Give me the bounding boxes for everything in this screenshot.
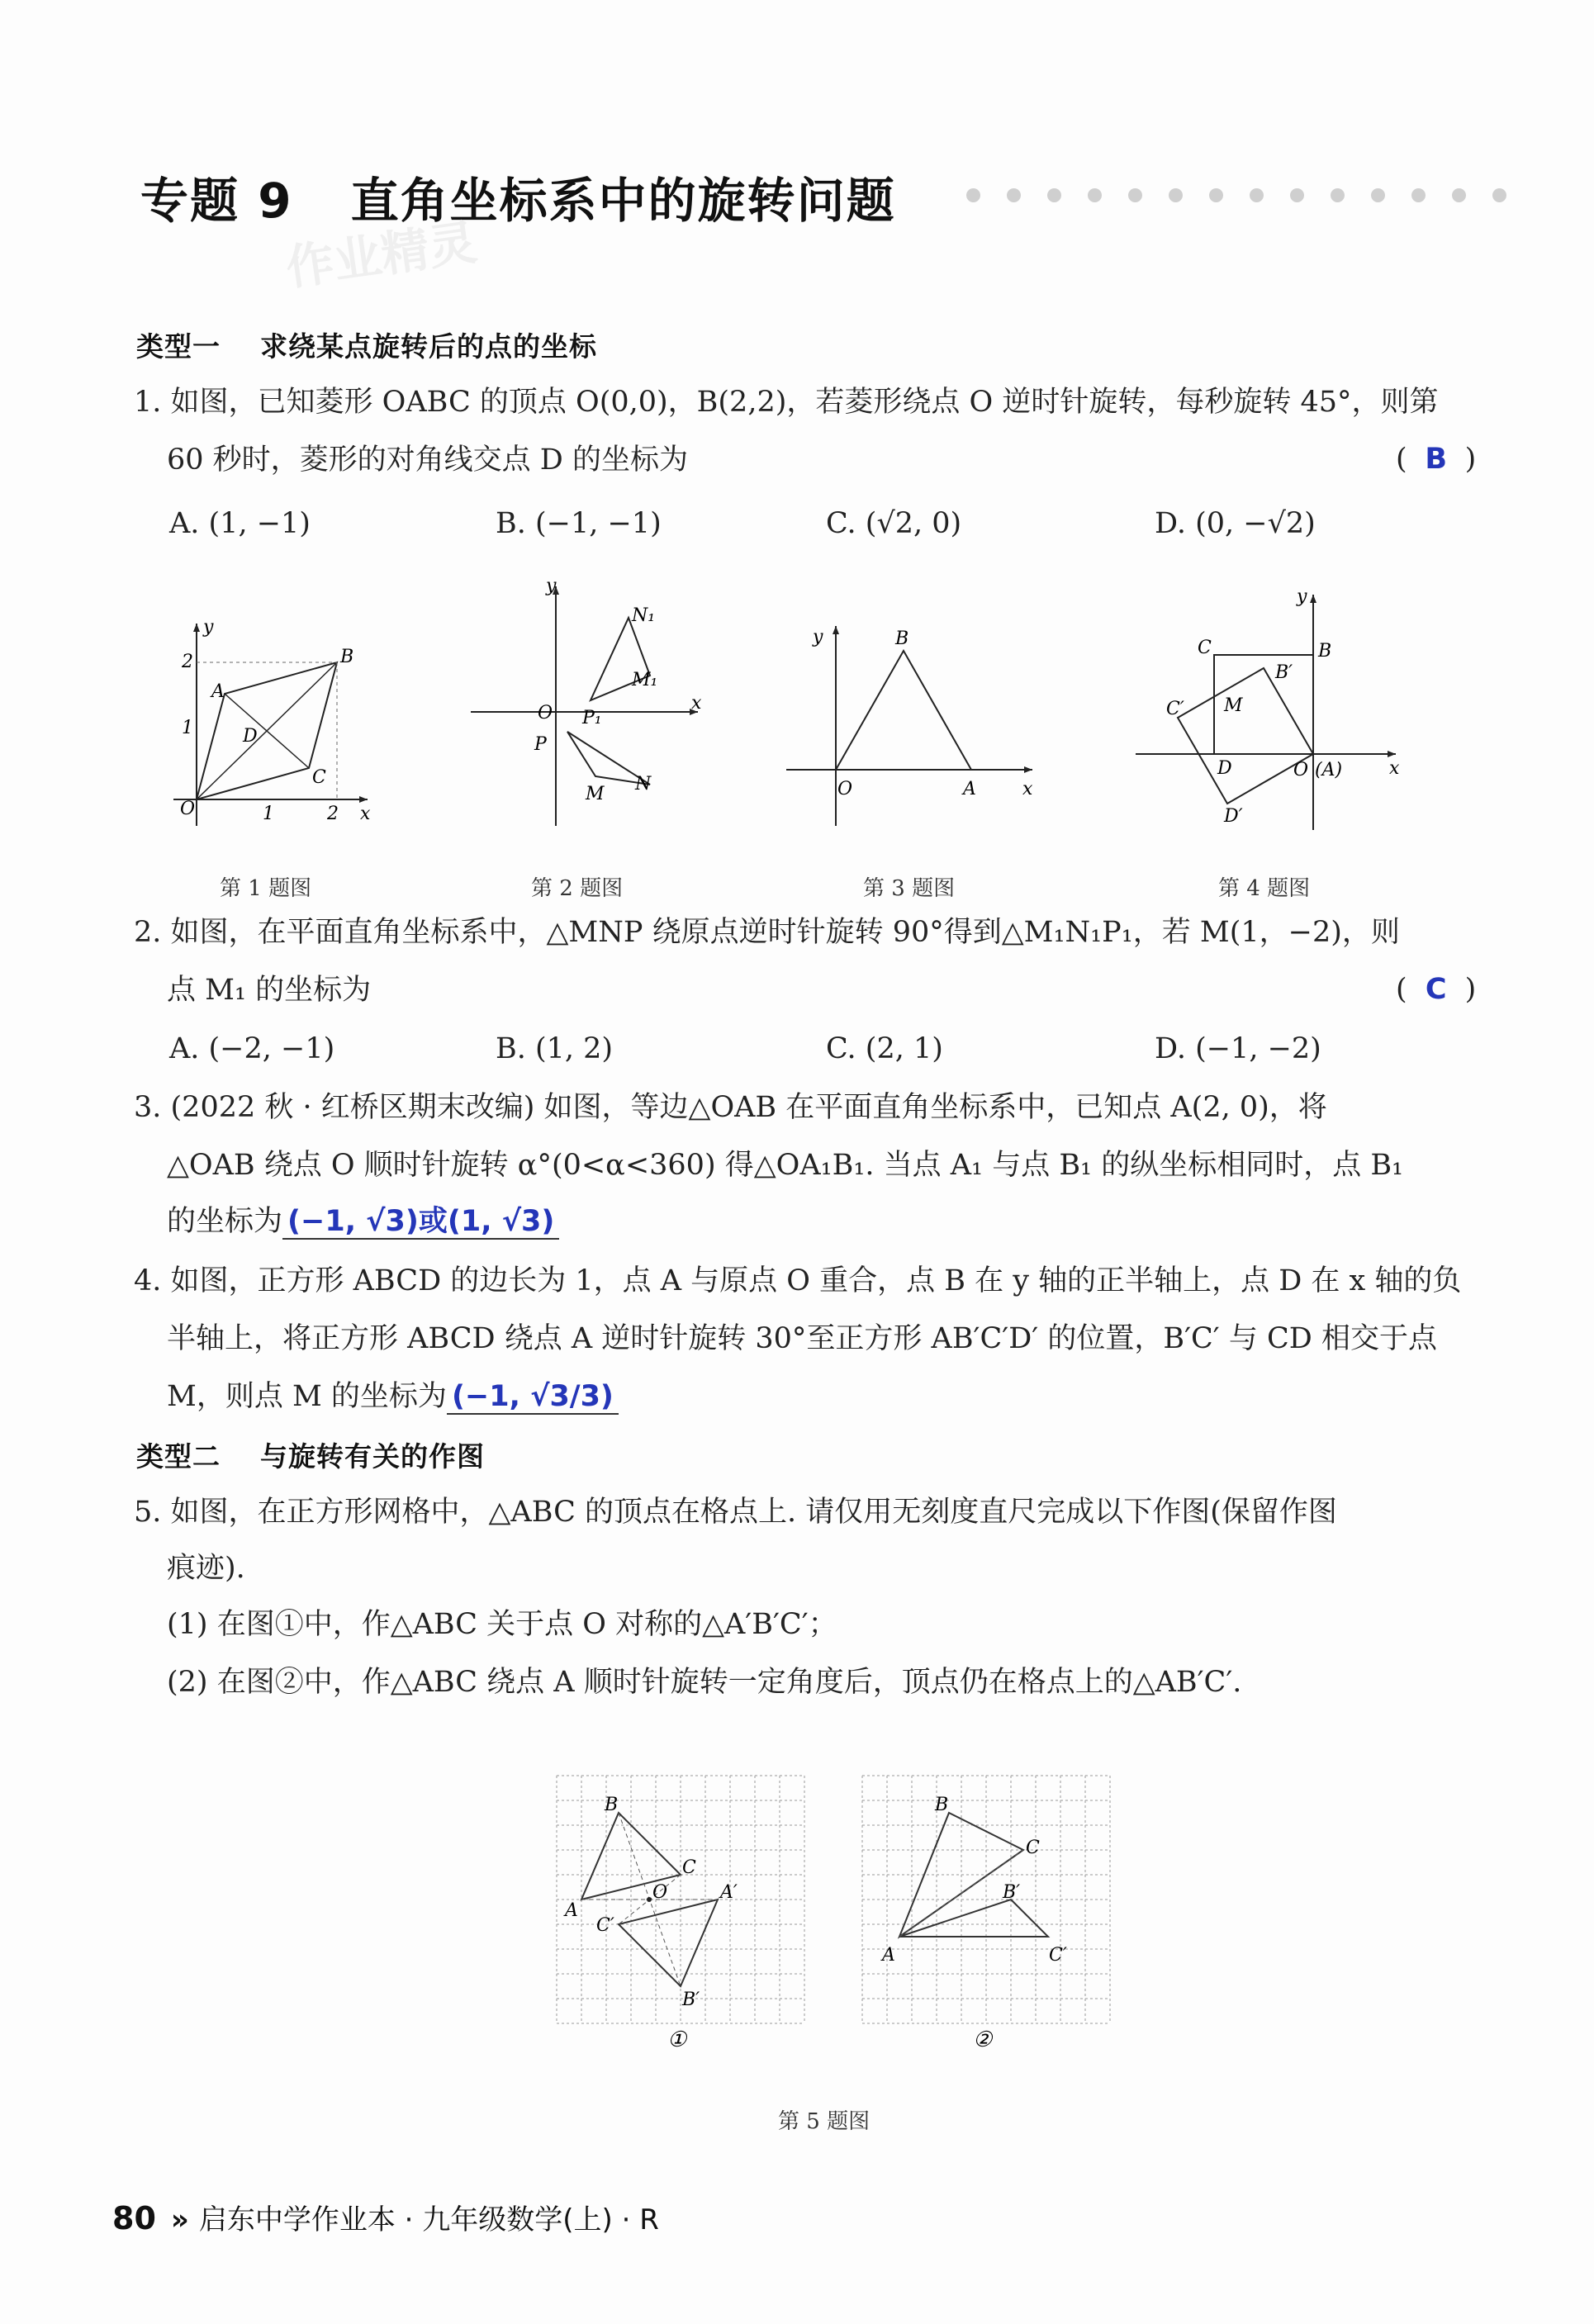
svg-text:D: D (1217, 758, 1232, 779)
title-text: 直角坐标系中的旋转问题 (350, 173, 896, 229)
figure-3-equilateral (785, 619, 1041, 834)
q5-line2: 痕迹). (167, 1552, 245, 1585)
book-title: 启东中学作业本 · 九年级数学(上) · R (198, 2203, 659, 2236)
q2-option-d: D. (−1, −2) (1155, 1032, 1321, 1065)
section-heading-1: 类型一 求绕某点旋转后的点的坐标 (136, 330, 597, 363)
figure-4-caption: 第 4 题图 (1218, 876, 1311, 901)
q2-option-b: B. (1, 2) (496, 1032, 614, 1065)
figure-1-rhombus (157, 611, 380, 834)
svg-text:O: O (837, 779, 853, 799)
svg-text:O: O (652, 1882, 668, 1903)
page-number: 80 (112, 2200, 156, 2236)
svg-text:B′: B′ (682, 1990, 700, 2010)
svg-text:C′: C′ (1166, 699, 1184, 719)
svg-text:O: O (180, 799, 196, 819)
svg-text:P₁: P₁ (582, 708, 602, 728)
svg-text:D′: D′ (1224, 806, 1243, 827)
svg-text:A: A (882, 1945, 895, 1966)
section-heading-2: 类型二 与旋转有关的作图 (136, 1440, 485, 1473)
q4-answer: (−1, √3/3) (447, 1380, 619, 1415)
q2-answer-box: ( C ) (1396, 973, 1477, 1006)
svg-text:O: O (1293, 760, 1309, 780)
svg-text:N: N (635, 774, 652, 794)
q1-option-d: D. (0, −√2) (1155, 507, 1316, 540)
svg-text:1: 1 (182, 718, 193, 738)
q4-line1: 4. 如图，正方形 ABCD 的边长为 1，点 A 与原点 O 重合，点 B 在 y 轴的正半轴上，点 D 在 x 轴的负 (134, 1264, 1462, 1297)
svg-text:2: 2 (182, 652, 193, 672)
q2-line1: 2. 如图，在平面直角坐标系中，△MNP 绕原点逆时针旋转 90°得到△M₁N₁P₁，若 M(1，−2)，则 (134, 916, 1400, 949)
svg-text:C: C (312, 767, 326, 788)
svg-text:P: P (534, 734, 547, 755)
svg-text:N₁: N₁ (632, 605, 656, 626)
svg-text:B′: B′ (1003, 1882, 1021, 1903)
svg-text:C: C (1026, 1838, 1040, 1858)
q3-line1: 3. (2022 秋 · 红桥区期末改编) 如图，等边△OAB 在平面直角坐标系中，已知点 A(2, 0)，将 (134, 1091, 1327, 1124)
q1-answer: B (1425, 443, 1447, 476)
q1-line1: 1. 如图，已知菱形 OABC 的顶点 O(0,0)，B(2,2)，若菱形绕点 O 逆时针旋转，每秒旋转 45°，则第 (134, 386, 1439, 419)
svg-text:A: A (963, 779, 976, 799)
svg-text:C: C (682, 1857, 696, 1878)
svg-text:A: A (211, 681, 225, 702)
svg-text:x: x (360, 804, 371, 824)
figure-1-caption: 第 1 题图 (220, 876, 312, 901)
watermark: 作业精灵 (282, 214, 481, 296)
figure-5-label-1: ① (667, 2028, 687, 2052)
svg-text:y: y (1297, 586, 1307, 607)
svg-text:B′: B′ (1275, 662, 1293, 683)
title-number: 专题 9 (140, 173, 293, 229)
figure-5-caption: 第 5 题图 (778, 2109, 871, 2134)
q1-option-b: B. (−1, −1) (496, 507, 662, 540)
q1-answer-box: ( B ) (1396, 443, 1477, 476)
svg-text:x: x (691, 693, 702, 714)
double-chevron-icon: » (170, 2203, 189, 2236)
svg-text:M₁: M₁ (632, 670, 658, 690)
svg-text:C: C (1198, 638, 1212, 658)
page-title (140, 162, 896, 231)
svg-text:M: M (1224, 695, 1243, 716)
svg-text:(A): (A) (1315, 760, 1343, 780)
svg-text:B: B (935, 1795, 949, 1815)
svg-text:B: B (605, 1795, 619, 1815)
svg-text:B: B (1318, 641, 1332, 662)
q5-line3: (1) 在图①中，作△ABC 关于点 O 对称的△A′B′C′； (167, 1608, 837, 1641)
figure-3-caption: 第 3 题图 (863, 876, 956, 901)
svg-text:A: A (565, 1900, 578, 1921)
q5-line1: 5. 如图，在正方形网格中，△ABC 的顶点在格点上. 请仅用无刻度直尺完成以下作图(保留作图 (134, 1496, 1337, 1529)
q1-line2: 60 秒时，菱形的对角线交点 D 的坐标为 (167, 443, 688, 477)
svg-text:B: B (340, 647, 354, 667)
figure-5-grid-2 (861, 1774, 1117, 2055)
svg-text:D: D (243, 726, 258, 747)
svg-text:C′: C′ (596, 1915, 614, 1936)
svg-text:M: M (586, 784, 605, 804)
figure-2-triangles (467, 578, 706, 834)
q3-line3: 的坐标为 (−1, √3)或(1, √3) (167, 1204, 559, 1239)
svg-text:y: y (546, 578, 557, 596)
q1-option-a: A. (1, −1) (169, 507, 311, 540)
figure-2-caption: 第 2 题图 (531, 876, 624, 901)
q2-line2: 点 M₁ 的坐标为 (167, 974, 372, 1007)
svg-text:2: 2 (327, 804, 339, 824)
title-dots-decoration (966, 188, 1561, 205)
svg-text:y: y (203, 617, 214, 638)
q1-option-c: C. (√2, 0) (826, 507, 962, 540)
q5-line4: (2) 在图②中，作△ABC 绕点 A 顺时针旋转一定角度后，顶点仍在格点上的△AB′C′. (167, 1666, 1242, 1699)
svg-text:C′: C′ (1049, 1945, 1067, 1966)
svg-text:y: y (813, 627, 823, 647)
svg-text:O: O (538, 703, 553, 723)
q4-line3: M，则点 M 的坐标为 (−1, √3/3) (167, 1379, 619, 1414)
svg-text:x: x (1022, 779, 1033, 799)
svg-text:1: 1 (263, 804, 274, 824)
svg-text:B: B (895, 628, 909, 649)
figure-4-squares (1131, 582, 1404, 838)
q2-option-c: C. (2, 1) (826, 1032, 943, 1065)
svg-text:A′: A′ (720, 1882, 738, 1903)
q3-answer: (−1, √3)或(1, √3) (282, 1205, 559, 1240)
svg-text:x: x (1389, 758, 1400, 779)
page-footer (112, 2197, 659, 2237)
q2-option-a: A. (−2, −1) (169, 1032, 335, 1065)
q4-line2: 半轴上，将正方形 ABCD 绕点 A 逆时针旋转 30°至正方形 AB′C′D′ 的位置，B′C′ 与 CD 相交于点 (167, 1322, 1437, 1355)
q2-answer: C (1425, 973, 1447, 1006)
figure-5-label-2: ② (973, 2028, 993, 2052)
q3-line2: △OAB 绕点 O 顺时针旋转 α°(0<α<360) 得△OA₁B₁. 当点 A₁ 与点 B₁ 的纵坐标相同时，点 B₁ (167, 1149, 1404, 1182)
figure-5-grid-1 (555, 1774, 811, 2055)
